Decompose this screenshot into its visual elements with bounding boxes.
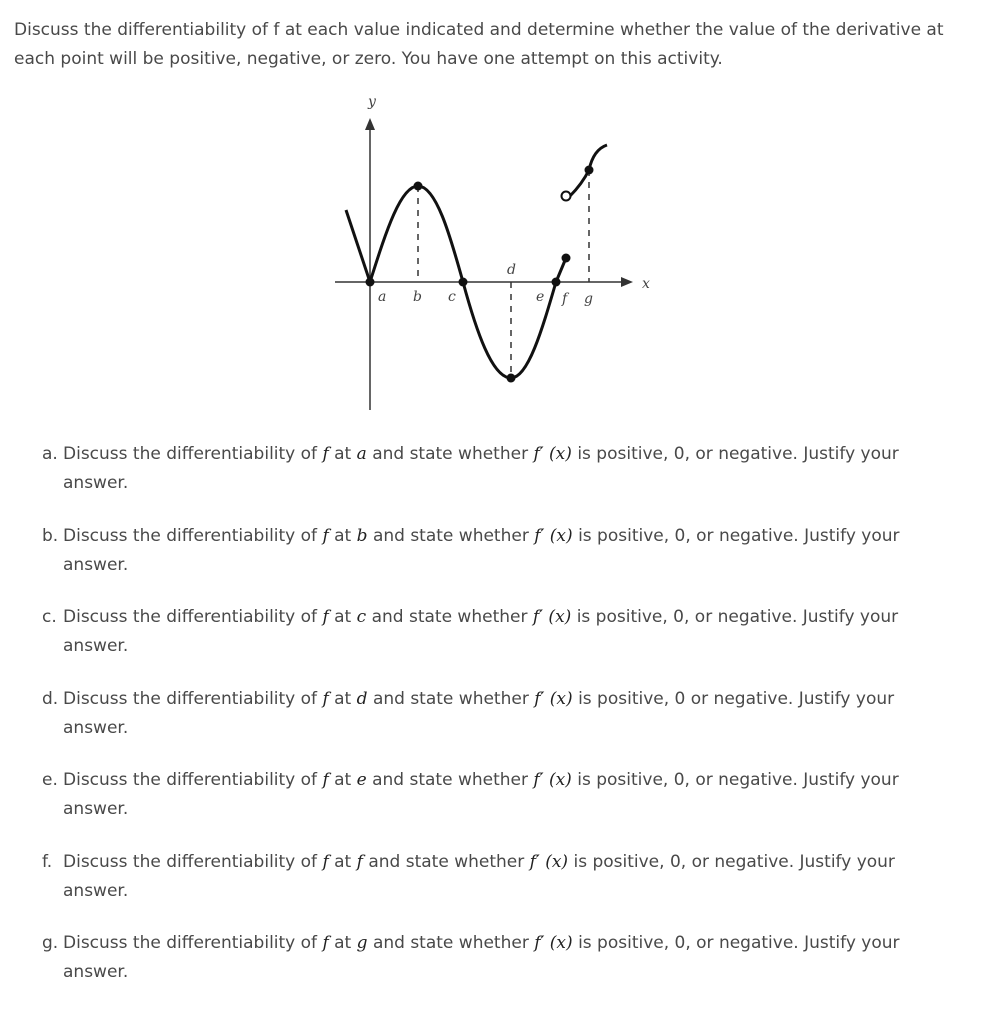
function-symbol: f — [322, 444, 329, 464]
function-symbol: f — [322, 933, 329, 953]
instructions-text: Discuss the differentiability of f at each value indicated and determine whether the value of the derivative at each point will be positive, negative, or zero. You have one attempt on this activity. — [14, 20, 944, 69]
point-symbol: b — [356, 525, 368, 546]
question-text-post: is positive, 0, or negative. Justify your answer. — [63, 525, 900, 575]
function-symbol: f — [322, 688, 329, 709]
point-symbol: f — [356, 851, 363, 872]
x-axis-arrow — [621, 277, 633, 287]
point-c — [459, 278, 468, 287]
y-axis-arrow — [365, 118, 375, 130]
question-at: at — [334, 933, 352, 953]
question-text-post: is positive, 0 or negative. Justify your answer. — [63, 688, 895, 738]
question-letter: f. — [42, 851, 53, 872]
function-symbol: f — [322, 851, 329, 872]
x-axis-label: x — [642, 276, 650, 292]
derivative-notation: f′ (x) — [534, 525, 573, 546]
question-text-post: is positive, 0, or negative. Justify your answer. — [63, 444, 899, 493]
question-letter: g. — [42, 933, 59, 953]
question-letter: a. — [42, 444, 58, 464]
question-text-mid: and state whether — [372, 688, 529, 709]
y-axis-label: y — [368, 94, 376, 110]
question-text-pre: Discuss the differentiability of — [63, 688, 318, 709]
question-at: at — [334, 525, 352, 546]
point-d — [507, 374, 516, 383]
label-f: f — [562, 291, 568, 307]
question-text-post: is positive, 0, or negative. Justify your answer. — [63, 770, 899, 819]
curve-top-segment — [589, 145, 607, 170]
point-symbol: d — [356, 688, 368, 709]
function-symbol: f — [322, 525, 329, 546]
question-at: at — [334, 444, 352, 464]
function-symbol: f — [322, 607, 329, 627]
question-text-mid: and state whether — [372, 525, 529, 546]
question-c — [42, 603, 942, 685]
point-symbol: c — [356, 607, 367, 627]
derivative-notation: f′ (x) — [532, 607, 572, 627]
point-g — [585, 166, 594, 175]
question-text-mid: and state whether — [371, 607, 528, 627]
derivative-notation: f′ (x) — [534, 933, 573, 953]
question-b — [42, 522, 942, 604]
question-a — [42, 440, 942, 522]
question-letter: e. — [42, 770, 58, 790]
point-e — [552, 278, 561, 287]
curve-after-jump — [570, 170, 589, 196]
question-g — [42, 929, 942, 1011]
point-f-open — [562, 192, 571, 201]
curve-left-segment — [346, 210, 370, 282]
label-c: c — [448, 289, 456, 305]
question-list — [42, 440, 942, 1011]
question-text-pre: Discuss the differentiability of — [63, 851, 318, 872]
label-d: d — [507, 262, 516, 278]
point-symbol: e — [356, 770, 367, 790]
point-symbol: a — [356, 444, 367, 464]
derivative-notation: f′ (x) — [533, 444, 572, 464]
graph-svg — [330, 90, 660, 420]
function-symbol: f — [322, 770, 329, 790]
question-text-post: is positive, 0, or negative. Justify your answer. — [63, 607, 899, 656]
question-at: at — [334, 607, 352, 627]
question-letter: b. — [42, 525, 59, 546]
point-f-closed — [562, 254, 571, 263]
derivative-notation: f′ (x) — [534, 688, 573, 709]
label-a: a — [378, 289, 387, 305]
question-e — [42, 766, 942, 848]
point-b — [414, 182, 423, 191]
question-text-post: is positive, 0, or negative. Justify your answer. — [63, 851, 895, 901]
question-at: at — [334, 851, 352, 872]
question-f — [42, 848, 942, 930]
question-text-pre: Discuss the differentiability of — [63, 933, 318, 953]
question-text-mid: and state whether — [372, 770, 528, 790]
question-text-mid: and state whether — [372, 933, 529, 953]
function-graph — [330, 90, 660, 420]
question-text-mid: and state whether — [372, 444, 529, 464]
label-e: e — [536, 289, 545, 305]
question-letter: d. — [42, 688, 59, 709]
question-text-mid: and state whether — [368, 851, 525, 872]
question-text-pre: Discuss the differentiability of — [63, 607, 318, 627]
point-symbol: g — [356, 933, 368, 953]
question-d — [42, 685, 942, 767]
question-text-post: is positive, 0, or negative. Justify your answer. — [63, 933, 900, 982]
derivative-notation: f′ (x) — [529, 851, 569, 872]
question-at: at — [334, 770, 352, 790]
curve-hump — [370, 186, 463, 282]
point-a — [366, 278, 375, 287]
question-text-pre: Discuss the differentiability of — [63, 770, 318, 790]
derivative-notation: f′ (x) — [533, 770, 572, 790]
question-text-pre: Discuss the differentiability of — [63, 444, 318, 464]
question-at: at — [334, 688, 352, 709]
question-letter: c. — [42, 607, 57, 627]
label-g: g — [584, 291, 593, 307]
label-b: b — [413, 289, 422, 305]
question-text-pre: Discuss the differentiability of — [63, 525, 318, 546]
